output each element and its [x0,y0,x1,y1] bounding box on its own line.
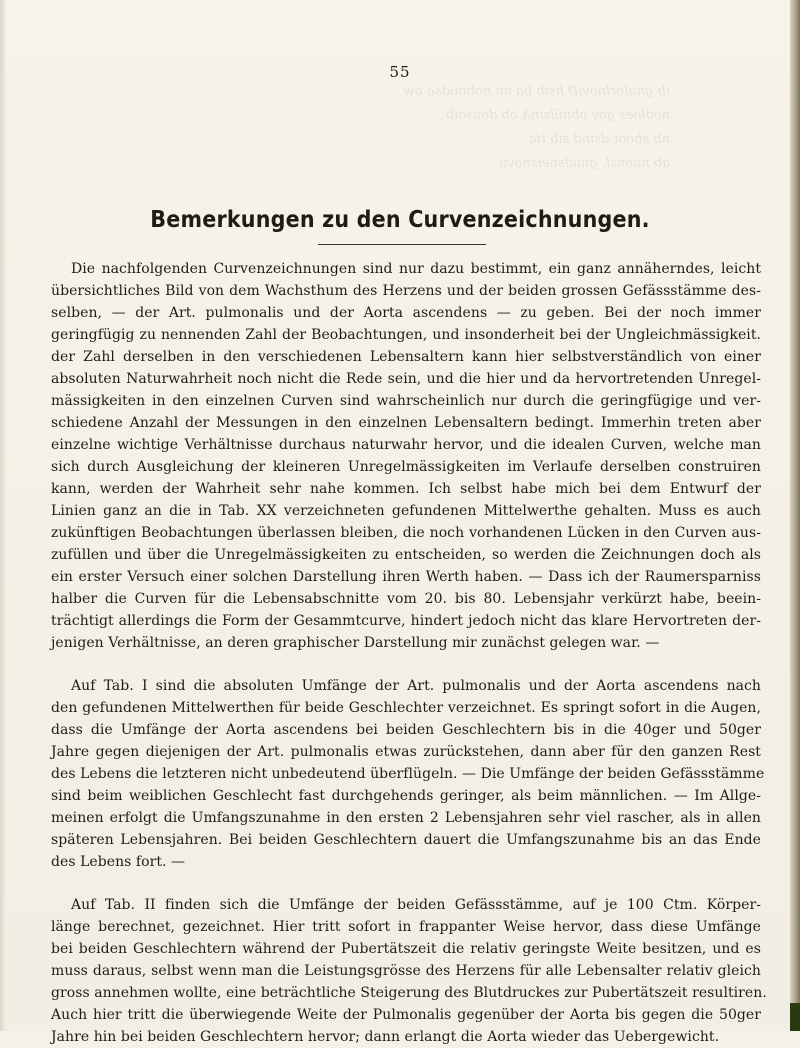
text-line: meinen erfolgt die Umfangszunahme in den ersten 2 Lebensjahren sehr viel rascher, als in allen [51,810,761,826]
text-line: absoluten Naturwahrheit noch nicht die Rede sein, und die hier und da hervortretenden Unregel- [51,371,761,387]
text-line: sind beim weiblichen Geschlecht fast durchgehends geringer, als beim männlichen. — Im Allge- [51,788,761,804]
paragraph-3 [51,894,767,1048]
text-line: Auf Tab. II finden sich die Umfänge der beiden Gefässstämme, auf je 100 Ctm. Körper- [71,897,761,913]
text-line: Auch hier tritt die überwiegende Weite der Pulmonalis gegenüber der Aorta bis gegen die 50ger [51,1007,761,1023]
text-line: geringfügig zu nennenden Zahl der Beobachtungen, und insonderheit bei der Ungleichmässigkeit. [51,327,761,343]
text-line: länge berechnet, gezeichnet. Hier tritt sofort in frappanter Weise hervor, dass diese Umfänge [51,919,761,935]
text-line: kann, werden der Wahrheit sehr nahe kommen. Ich selbst habe mich bei dem Entwurf der [51,481,761,497]
text-line: des Lebens die letzteren nicht unbedeutend überflügeln. — Die Umfänge der beiden Gefässstämme [51,766,765,782]
paragraph-gap [51,654,761,675]
text-line: späteren Lebensjahren. Bei beiden Geschlechtern dauert die Umfangszunahme bis an das Ende [51,832,761,848]
text-line: Jahre gegen diejenigen der Art. pulmonalis etwas zurückstehen, dann aber für den ganzen Rest [51,744,761,760]
text-line: Auf Tab. I sind die absoluten Umfänge der Art. pulmonalis und der Aorta ascendens nach [71,678,761,694]
text-line: den gefundenen Mittelwerthen für beide Geschlechter verzeichnet. Es springt sofort in die Augen, [51,700,761,716]
page-left-edge [0,0,6,1031]
body-text [51,258,767,1048]
text-line: selben, — der Art. pulmonalis und der Aorta ascendens — zu geben. Bei der noch immer [51,305,761,321]
text-line: Die nachfolgenden Curvenzeichnungen sind nur dazu bestimmt, ein ganz annäherndes, leicht [71,261,761,277]
paragraph-gap [51,873,761,894]
text-line: dass die Umfänge der Aorta ascendens bei beiden Geschlechtern bis in die 40ger und 50ger [51,722,761,738]
text-line: schiedene Anzahl der Messungen in den einzelnen Lebensaltern bedingt. Immerhin treten aber [51,415,761,431]
text-line: trächtigt allerdings die Form der Gesammtcurve, hindert jedoch nicht das klare Hervortreten der- [51,613,761,629]
text-line: einzelne wichtige Verhältnisse durchaus naturwahr hervor, und die idealen Curven, welche man [51,437,761,453]
bleed-through-line: ab nuonsl. gnudsneisnovu [498,156,670,171]
text-line: übersichtliches Bild von dem Wachsthum des Herzens und der beiden grossen Gefässstämme des- [51,283,761,299]
page-right-edge [790,0,800,1031]
corner-mark [790,1003,800,1031]
text-line: mässigkeiten in den einzelnen Curven sind wahrscheinlich nur durch die geringfügige und ver- [51,393,761,409]
text-line: des Lebens fort. — [51,854,186,870]
text-line: jenigen Verhältnisse, an deren graphischer Darstellung mir zunächst gelegen war. — [51,635,660,651]
text-line: bei beiden Geschlechtern während der Pubertätszeit die relativ geringste Weite besitzen, und es [51,941,761,957]
text-line: halber die Curven für die Lebensabschnitte vom 20. bis 80. Lebensjahr verkürzt habe, beein- [51,591,761,607]
paragraph-2 [51,675,765,873]
paragraph-1 [51,258,761,654]
bleed-through-line: nodloes gov obnülsinA ob dousoib [445,108,670,123]
text-line: zufüllen und über die Unregelmässigkeiten zu entscheiden, so werden die Zeichnungen doch als [51,547,761,563]
text-line: Linien ganz an die in Tab. XX verzeichneten gefundenen Mittelwerthe gehalten. Muss es auch [51,503,761,519]
text-line: sich durch Ausgleichung der kleineren Unregelmässigkeiten im Verlaufe derselben construiren [51,459,761,475]
page-number: 55 [389,63,411,81]
text-line: gross annehmen wollte, eine beträchtliche Steigerung des Blutdruckes zur Pubertätszeit resultiren. [51,985,767,1001]
text-line: der Zahl derselben in den verschiedenen Lebensaltern kann hier selbstverständlich von einer [51,349,761,365]
title-rule [318,244,486,245]
bleed-through-text [150,80,670,176]
text-line: ein erster Versuch einer solchen Darstellung ihren Werth haben. — Dass ich der Raumersparniss [51,569,761,585]
bleed-through-line: nb sboot dsind sib tia [528,132,670,147]
bleed-through-line: ib gnulörlnöviD hsib ba mi nobnudsg ow [403,84,670,99]
section-title: Bemerkungen zu den Curvenzeichnungen. [150,207,650,233]
text-line: zukünftigen Beobachtungen überlassen bleiben, die noch vorhandenen Lücken in den Curven aus- [51,525,761,541]
text-line: Jahre hin bei beiden Geschlechtern hervor; dann erlangt die Aorta wieder das Uebergewicht. [51,1029,720,1045]
text-line: muss daraus, selbst wenn man die Leistungsgrösse des Herzens für alle Lebensalter relativ gleich [51,963,761,979]
